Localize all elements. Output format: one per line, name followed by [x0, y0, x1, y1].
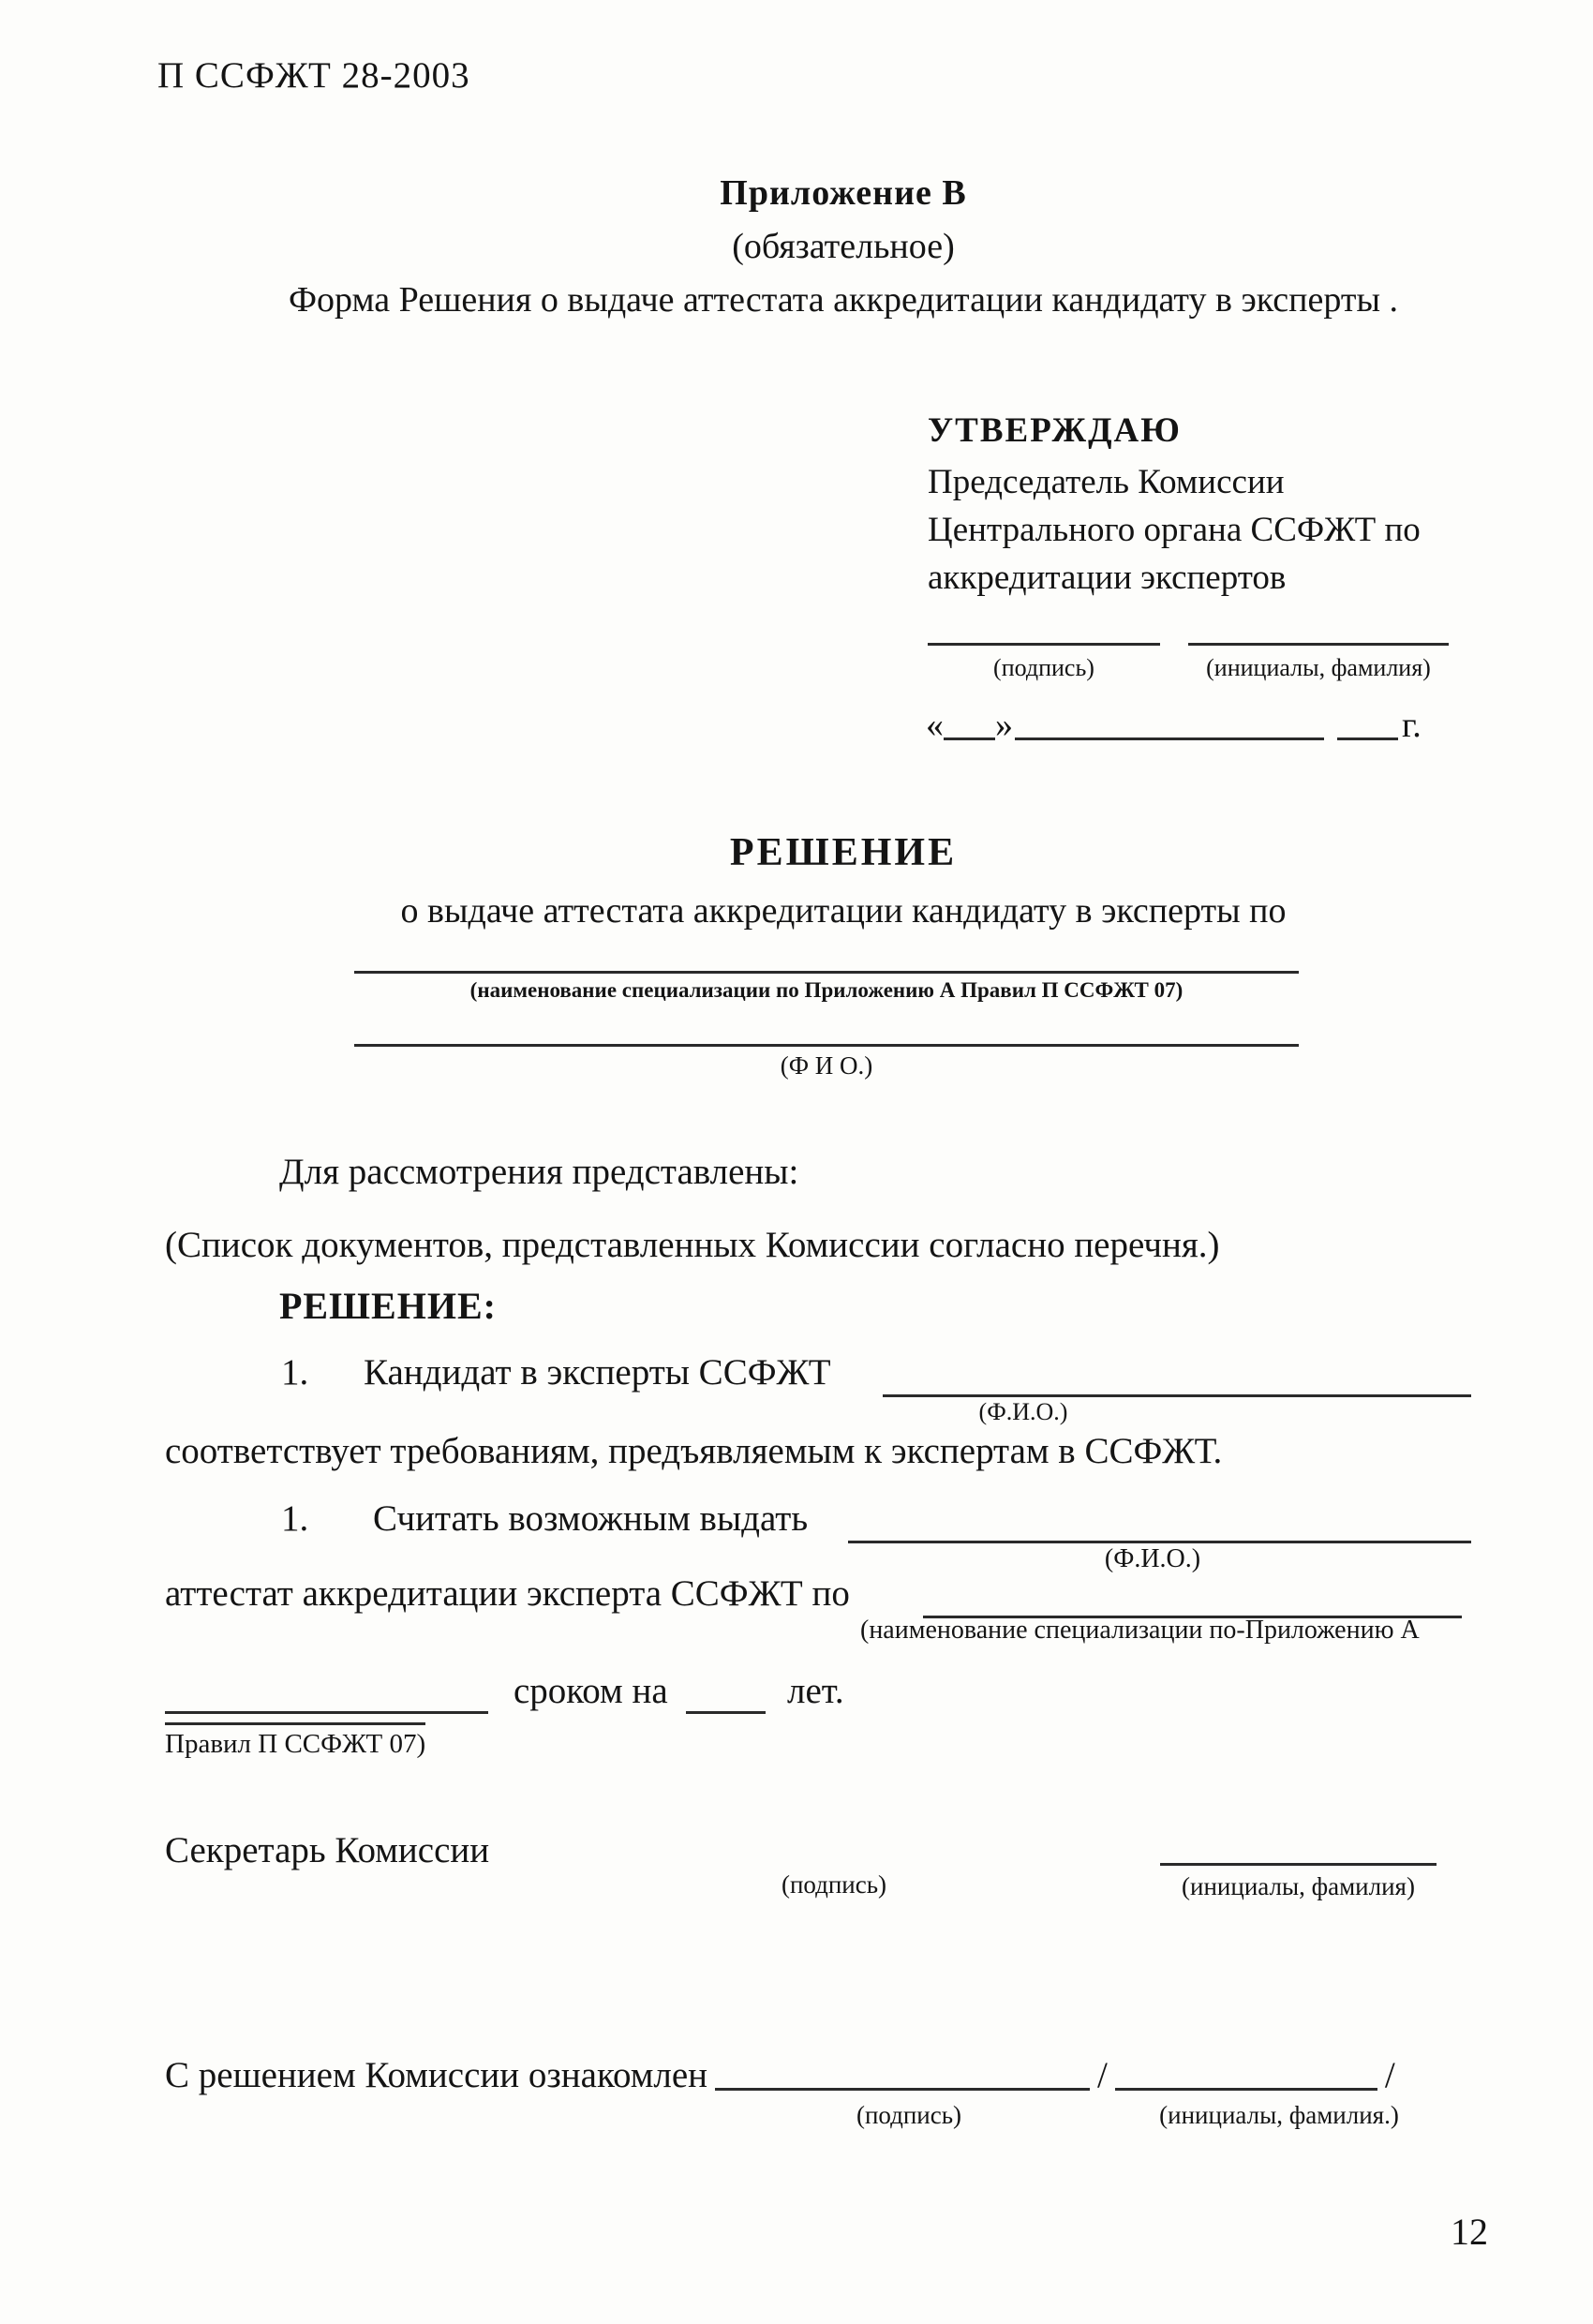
term-suffix: лет.: [787, 1671, 844, 1711]
item1-fio-blank: [883, 1323, 1471, 1397]
specialization-blank-label: (наименование специализации по Приложению А Правил П ССФЖТ 07): [469, 978, 1184, 1002]
approval-signature-blank: [928, 615, 1160, 646]
secretary-title: Секретарь Комиссии: [165, 1830, 490, 1870]
fio-blank-label: (Ф И О.): [780, 1051, 873, 1080]
doc-code: П ССФЖТ 28-2003: [157, 55, 470, 96]
approval-block: [928, 407, 1421, 602]
item3-specialization-label: (наименование специализации по-Приложению А: [860, 1616, 1420, 1645]
term-years-blank: [686, 1646, 766, 1714]
secretary-initials-label: (инициалы, фамилия): [1182, 1872, 1415, 1900]
resolution-heading: РЕШЕНИЕ:: [279, 1285, 497, 1327]
appendix-header: [94, 167, 1593, 327]
decision-subtitle: о выдаче аттестата аккредитации кандидату в эксперты по: [400, 891, 1287, 931]
ack-signature-label: (подпись): [856, 2101, 962, 2129]
slash-icon: /: [1097, 2055, 1108, 2095]
acknowledged-text: С решением Комиссии ознакомлен: [165, 2055, 708, 2095]
secretary-signature-label: (подпись): [781, 1870, 887, 1899]
approval-line3: аккредитации экспертов: [928, 559, 1287, 597]
approval-stamp: УТВЕРЖДАЮ: [928, 411, 1182, 450]
page-number: 12: [1451, 2211, 1488, 2253]
term-text: сроком на: [514, 1671, 668, 1711]
date-year-blank: [1337, 706, 1398, 740]
item2-number: 1.: [281, 1498, 309, 1539]
year-suffix: г.: [1402, 706, 1422, 745]
specialization-blank-line: [354, 939, 1299, 974]
quote-close: »: [995, 706, 1013, 745]
item1-number: 1.: [281, 1352, 309, 1393]
item1-fio-label: (Ф.И.О.): [978, 1398, 1068, 1425]
ack-signature-blank: [715, 2056, 1090, 2091]
approval-initials-blank: [1188, 615, 1449, 646]
item2-fio-blank: [848, 1469, 1471, 1543]
decision-title: РЕШЕНИЕ: [729, 831, 958, 874]
documents-note: (Список документов, представленных Комиссии согласно перечня.): [165, 1225, 1220, 1265]
term-specialization-blank: [165, 1646, 488, 1714]
approval-line2: Центрального органа ССФЖТ по: [928, 511, 1421, 549]
secretary-initials-blank: [1160, 1833, 1437, 1866]
appendix-subtitle: (обязательное): [732, 227, 955, 266]
appendix-description: Форма Решения о выдаче аттестата аккредитации кандидату в эксперты .: [289, 280, 1398, 320]
approval-date-row: [926, 705, 1422, 746]
acknowledgement-row: [165, 2054, 1395, 2096]
item1-continuation: соответствует требованиям, предъявляемым к экспертам в ССФЖТ.: [165, 1431, 1223, 1471]
approval-line1: Председатель Комиссии: [928, 463, 1285, 501]
quote-open: «: [926, 706, 944, 745]
approval-initials-label: (инициалы, фамилия): [1206, 654, 1431, 681]
fio-blank-line: [354, 1012, 1299, 1047]
date-month-blank: [1015, 706, 1324, 740]
term-label-continuation: Правил П ССФЖТ 07): [165, 1722, 425, 1760]
item2-text: Считать возможным выдать: [373, 1498, 809, 1539]
item2-fio-label: (Ф.И.О.): [1104, 1544, 1201, 1573]
date-day-blank: [944, 706, 995, 740]
item3-text: аттестат аккредитации эксперта ССФЖТ по: [165, 1573, 850, 1614]
submitted-heading: Для рассмотрения представлены:: [279, 1152, 799, 1192]
ack-initials-blank: [1115, 2056, 1377, 2091]
slash-icon: /: [1384, 2055, 1395, 2095]
item1-text: Кандидат в эксперты ССФЖТ: [364, 1352, 831, 1393]
ack-initials-label: (инициалы, фамилия.): [1159, 2101, 1399, 2129]
appendix-title: Приложение В: [720, 173, 967, 213]
item3-specialization-blank: [923, 1544, 1462, 1618]
approval-signature-label: (подпись): [993, 654, 1094, 681]
